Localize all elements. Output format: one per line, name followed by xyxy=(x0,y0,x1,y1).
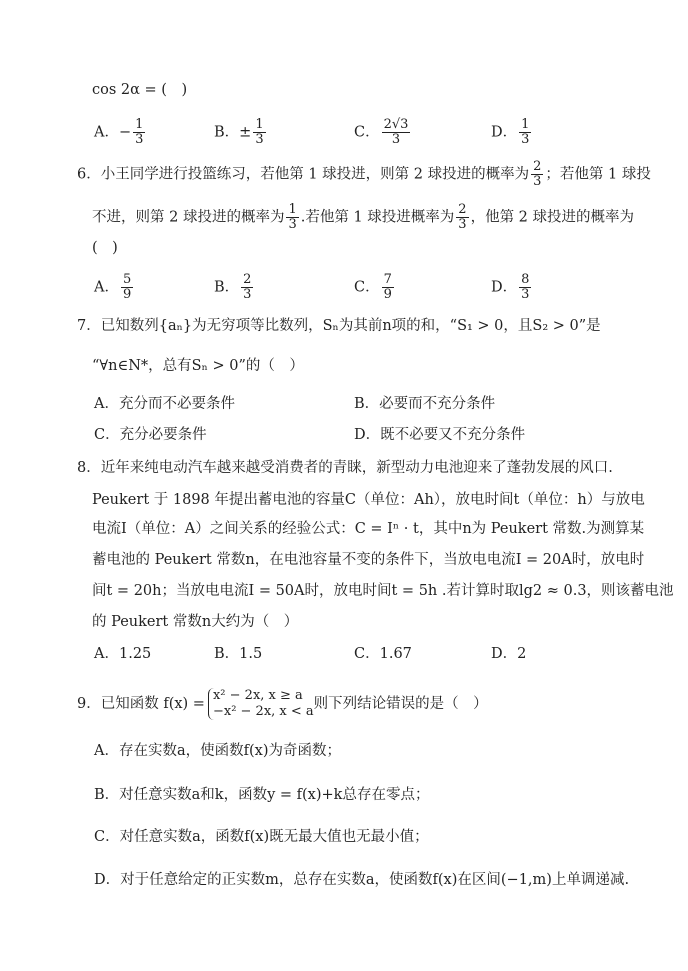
q7-option-a: A．充分而不必要条件 xyxy=(94,396,235,412)
q7-option-c: C．充分必要条件 xyxy=(94,427,207,443)
q9-stem: 9．已知函数 f(x) = x² − 2x, x ≥ a −x² − 2x, x < a 则下列结论错误的是（ ） xyxy=(77,688,488,719)
q8-option-a: A．1.25 xyxy=(94,646,152,662)
q7-option-b: B．必要而不充分条件 xyxy=(354,396,496,412)
q6-option-b: B． $\frac{2}{3}$ xyxy=(214,272,252,302)
q9-option-c: C．对任意实数a，函数f(x)既无最大值也无最小值； xyxy=(94,829,429,845)
q8-line6: 的 Peukert 常数n大约为（ ） xyxy=(92,614,299,630)
q8-option-c: C．1.67 xyxy=(354,646,412,662)
piecewise-brace: x² − 2x, x ≥ a −x² − 2x, x < a xyxy=(208,688,314,720)
q5-option-d: D． $\frac{1}{3}$ xyxy=(491,117,530,147)
q5-option-b: B．± $\frac{1}{3}$ xyxy=(214,117,264,147)
q9-option-b: B．对任意实数a和k，函数y = f(x)+k总存在零点； xyxy=(94,787,430,803)
q7-line1: 7．已知数列{aₙ}为无穷项等比数列，Sₙ为其前n项的和，“S₁ > 0，且S₂ > 0”是 xyxy=(77,318,601,334)
q8-line4: 蓄电池的 Peukert 常数n，在电池容量不变的条件下，当放电电流I = 20A时，放电时 xyxy=(92,552,645,568)
q8-line3: 电流I（单位：A）之间关系的经验公式：C = Iⁿ · t，其中n为 Peukert 常数.为测算某 xyxy=(92,521,645,537)
q6-option-a: A． $\frac{5}{9}$ xyxy=(94,272,132,302)
q7-line2: “∀n∈N*，总有Sₙ > 0”的（ ） xyxy=(92,358,304,374)
q8-line2: Peukert 于 1898 年提出蓄电池的容量C（单位：Ah），放电时间t（单位：h）与放电 xyxy=(92,492,645,508)
q6-option-c: C． $\frac{7}{9}$ xyxy=(354,272,392,302)
q5-option-a: A．− $\frac{1}{3}$ xyxy=(94,117,144,147)
q8-line1: 8．近年来纯电动汽车越来越受消费者的青睐，新型动力电池迎来了蓬勃发展的风口. xyxy=(77,460,613,476)
q8-line5: 间t = 20h；当放电电流I = 50A时，放电时间t = 5h .若计算时取lg2 ≈ 0.3，则该蓄电池 xyxy=(92,583,674,599)
q8-option-d: D．2 xyxy=(491,646,527,662)
q6-option-d: D． $\frac{8}{3}$ xyxy=(491,272,530,302)
q6-line3: ( ) xyxy=(92,240,118,256)
q5-option-c: C． $\frac{2√3}{3}$ xyxy=(354,117,409,147)
q5-stem: cos 2α = ( ) xyxy=(92,82,188,98)
q9-option-d: D．对于任意给定的正实数m，总存在实数a，使函数f(x)在区间(−1,m)上单调递减. xyxy=(94,872,630,888)
q6-line1: 6．小王同学进行投篮练习，若他第 1 球投进，则第 2 球投进的概率为 $\frac{2}{3}$ ；若他第 1 球投 xyxy=(77,159,651,189)
q8-option-b: B．1.5 xyxy=(214,646,263,662)
q6-line2: 不进，则第 2 球投进的概率为 $\frac{1}{3}$ .若他第 1 球投进概率为 $\frac{2}{3}$ ，他第 2 球投进的概率为 xyxy=(92,202,635,232)
q9-option-a: A．存在实数a，使函数f(x)为奇函数； xyxy=(94,743,341,759)
q7-option-d: D．既不必要又不充分条件 xyxy=(354,427,526,443)
